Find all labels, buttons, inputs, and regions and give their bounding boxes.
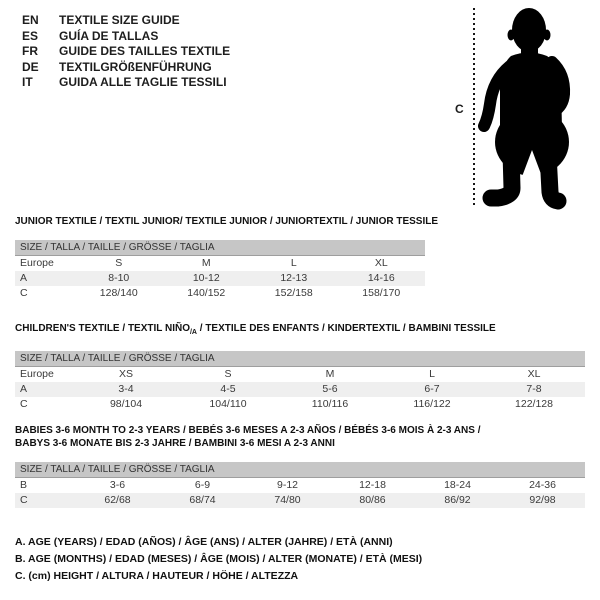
babies-textile-table	[15, 424, 585, 508]
size-cell: S	[224, 368, 232, 380]
size-cell: L	[429, 368, 435, 380]
size-cell: S	[115, 257, 123, 269]
size-cell: 12-18	[359, 479, 386, 491]
table-row	[15, 397, 585, 412]
table-title	[15, 424, 585, 450]
table-row	[15, 367, 585, 382]
size-cell: 14-16	[367, 272, 395, 284]
language-list	[22, 13, 230, 91]
size-cell: 68/74	[189, 494, 216, 506]
row-label: C	[20, 494, 28, 506]
table-title-line1: BABIES 3-6 MONTH TO 2-3 YEARS / BEBÉS 3-6 MESES A 2-3 AÑOS / BÉBÉS 3-6 MOIS À 2-3 ANS /	[15, 425, 481, 436]
size-cell: XL	[527, 368, 541, 380]
language-row	[22, 75, 230, 91]
row-label: A	[20, 383, 28, 395]
size-cell: 74/80	[274, 494, 301, 506]
row-label: C	[20, 287, 28, 299]
language-code: IT	[22, 75, 33, 89]
size-cell: 152/158	[274, 287, 313, 299]
size-cell: 12-13	[280, 272, 308, 284]
language-title: GUÍA DE TALLAS	[59, 28, 159, 43]
table-row	[15, 271, 425, 286]
footnotes	[15, 534, 422, 585]
size-cell: 10-12	[192, 272, 220, 284]
row-label: A	[20, 272, 28, 284]
footnote: A. AGE (YEARS) / EDAD (AÑOS) / ÂGE (ANS) / ALTER (JAHRE) / ETÀ (ANNI)	[15, 536, 393, 548]
size-cell: 7-8	[526, 383, 542, 395]
size-cell: 4-5	[220, 383, 236, 395]
size-cell: 140/152	[187, 287, 226, 299]
size-header-bar: SIZE / TALLA / TAILLE / GRÖSSE / TAGLIA	[15, 351, 585, 367]
language-title: GUIDE DES TAILLES TEXTILE	[59, 44, 231, 58]
size-cell: XL	[374, 257, 388, 269]
size-cell: 3-4	[118, 383, 134, 395]
size-header-bar: SIZE / TALLA / TAILLE / GRÖSSE / TAGLIA	[15, 462, 585, 478]
row-label: Europe	[20, 368, 54, 380]
language-row	[22, 13, 230, 29]
size-cell: 128/140	[99, 287, 138, 299]
size-cell: L	[290, 257, 297, 269]
size-cell: 5-6	[322, 383, 338, 395]
size-cell: XS	[118, 368, 133, 380]
table-title-subscript: /A	[189, 329, 197, 336]
language-row	[22, 44, 230, 60]
size-cell: 3-6	[109, 479, 126, 491]
size-cell: M	[325, 368, 335, 380]
size-cell: M	[201, 257, 211, 269]
language-title: TEXTILE SIZE GUIDE	[59, 13, 180, 27]
size-cell: 8-10	[108, 272, 130, 284]
size-cell: 62/68	[104, 494, 131, 506]
size-header-bar: SIZE / TALLA / TAILLE / GRÖSSE / TAGLIA	[15, 240, 425, 256]
table-rows	[15, 367, 585, 412]
table-title-text: CHILDREN'S TEXTILE / TEXTIL NIÑO	[15, 323, 190, 334]
language-code: FR	[22, 44, 38, 58]
language-row	[22, 60, 230, 76]
size-cell: 86/92	[444, 494, 471, 506]
footnote: C. (cm) HEIGHT / ALTURA / HAUTEUR / HÖHE / ALTEZZA	[15, 570, 299, 582]
row-label: C	[20, 398, 28, 410]
table-title	[15, 215, 439, 228]
row-label: B	[20, 479, 28, 491]
size-cell: 116/122	[413, 398, 451, 410]
language-row	[22, 29, 230, 45]
table-row	[15, 478, 585, 493]
size-cell: 92/98	[529, 494, 556, 506]
size-cell: 18-24	[444, 479, 471, 491]
junior-textile-table	[15, 215, 439, 301]
childrens-textile-table	[15, 322, 585, 412]
table-title-text: JUNIOR TEXTILE / TEXTIL JUNIOR/ TEXTILE JUNIOR / JUNIORTEXTIL / JUNIOR TESSILE	[15, 216, 439, 227]
table-row	[15, 493, 585, 508]
language-code: DE	[22, 59, 39, 74]
language-code: EN	[22, 13, 39, 27]
size-cell: 6-9	[194, 479, 211, 491]
toddler-silhouette-icon	[478, 4, 598, 212]
table-title	[15, 322, 585, 339]
table-row	[15, 382, 585, 397]
row-label: Europe	[20, 257, 54, 269]
height-measure-line	[473, 8, 475, 206]
table-row	[15, 256, 425, 271]
table-row	[15, 286, 425, 301]
size-cell: 110/116	[311, 398, 349, 410]
size-cell: 24-36	[529, 479, 556, 491]
language-code: ES	[22, 28, 39, 43]
size-cell: 6-7	[424, 383, 440, 395]
language-title: GUIDA ALLE TAGLIE TESSILI	[59, 75, 227, 89]
height-measure-label: C	[455, 102, 464, 116]
footnote: B. AGE (MONTHS) / EDAD (MESES) / ÂGE (MOIS) / ALTER (MONATE) / ETÀ (MESI)	[15, 553, 423, 565]
table-rows	[15, 256, 425, 301]
table-title-text: / TEXTILE DES ENFANTS / KINDERTEXTIL / BAMBINI TESSILE	[196, 323, 496, 334]
size-cell: 122/128	[515, 398, 553, 410]
baby-figure	[450, 0, 600, 216]
size-cell: 158/170	[362, 287, 401, 299]
table-title-line2: BABYS 3-6 MONATE BIS 2-3 JAHRE / BAMBINI 3-6 MESI A 2-3 ANNI	[15, 438, 335, 449]
size-cell: 98/104	[109, 398, 143, 410]
size-cell: 9-12	[276, 479, 298, 491]
language-title: TEXTILGRÖßENFÜHRUNG	[59, 59, 212, 74]
size-cell: 80/86	[359, 494, 386, 506]
size-cell: 104/110	[209, 398, 247, 410]
table-rows	[15, 478, 585, 508]
